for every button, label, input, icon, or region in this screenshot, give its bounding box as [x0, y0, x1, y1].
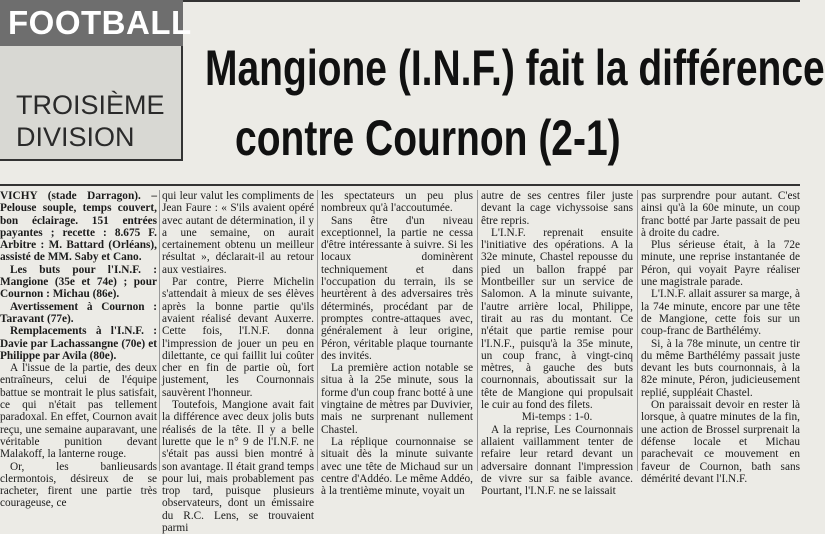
paragraph: Remplacements à l'I.N.F. : Davie par Lachassangne (70e) et Philippe par Avila (80e).	[0, 325, 157, 362]
paragraph: Toutefois, Mangione avait fait la différence avec deux jolis buts réalisés de la tête. Il y a belle lurette que le n° 9 de l'I.N.F. ne s'était pas aussi bien montré à son avantage. Il était grand temps pour lui, mais probablement pas trop tard, puisque plusieurs observateurs, dont un émissaire du R.C. Lens, se trouvaient parmi	[162, 399, 314, 534]
paragraph: L'I.N.F. allait assurer sa marge, à la 74e minute, encore par une tête de Mangione, cette fois sur un coup-franc de Barthélémy.	[641, 288, 800, 338]
article-column-3	[321, 190, 473, 498]
header-bottom-rule	[0, 184, 800, 186]
paragraph: VICHY (stade Darragon). – Pelouse souple, temps couvert, bon éclairage. 151 entrées payantes ; recette : 8.675 F. Arbitre : M. Battard (Orléans), assisté de MM. Saby et Cano.	[0, 190, 157, 264]
headline-line-2: contre Cournon (2-1)	[235, 110, 621, 166]
column-divider	[317, 190, 318, 471]
paragraph: Par contre, Pierre Michelin s'attendait à mieux de ses élèves après la bonne partie qu'ils avaient réalisé devant Auxerre. Cette fois, l'I.N.F. donna l'impression de jouer un peu en dilettante, ce qui faillit lui coûter cher en fin de partie où, fort justement, les Cournonnais sauvèrent l'honneur.	[162, 276, 314, 399]
paragraph: La première action notable se situa à la 25e minute, sous la forme d'un coup franc botté à une vingtaine de mètres par Duvivier, mais ne surprenant nullement Chastel.	[321, 362, 473, 436]
division-line-1: TROISIÈME	[16, 90, 165, 120]
paragraph: Avertissement à Cournon : Taravant (77e).	[0, 300, 157, 325]
column-divider	[477, 190, 478, 471]
paragraph: Sans être d'un niveau exceptionnel, la partie ne cessa d'être intéressante à suivre. Si les locaux dominèrent techniquement et dans l'occupation du terrain, ils se heurtèrent à des adversaires très déterminés, procédant par de promptes contre-attaques avec, généralement à leur origine, Péron, véritable plaque tournante des invités.	[321, 214, 473, 362]
paragraph: Les buts pour l'I.N.F. : Mangione (35e et 74e) ; pour Cournon : Michau (86e).	[0, 263, 157, 301]
paragraph: Plus sérieuse était, à la 72e minute, une reprise instantanée de Péron, qui voyait Payre réaliser une magistrale parade.	[641, 239, 800, 289]
division-line-2: DIVISION	[16, 122, 135, 152]
header-top-rule	[183, 0, 800, 2]
division-box	[0, 46, 183, 161]
paragraph: qui leur valut les compliments de Jean Faure : « S'ils avaient opéré avec autant de détermination, il y a une semaine, on aurait certainement obtenu un meilleur résultat », déclarait-il au retour aux vestiaires.	[162, 190, 314, 276]
paragraph: pas surprendre pour autant. C'est ainsi qu'à la 60e minute, un coup franc botté par Jarte passait de peu à droite du cadre.	[641, 190, 800, 239]
paragraph: Mi-temps : 1-0.	[521, 411, 593, 424]
paragraph: les spectateurs un peu plus nombreux qu'à l'accoutumée.	[321, 190, 473, 215]
article-column-5	[641, 190, 800, 485]
article-column-4	[481, 190, 633, 498]
headline-line-1: Mangione (I.N.F.) fait la différence	[205, 40, 825, 96]
paragraph: L'I.N.F. reprenait ensuite l'initiative des opérations. A la 32e minute, Chastel repousse du pied un ballon frappé par Montbeiller sur un service de Salomon. A la minute suivante, l'autre arrière local, Philippe, tirait au ras du montant. Ce n'était que partie remise pour l'I.N.F., puisqu'à la 35e minute, un coup franc, à vingt-cinq mètres, à gauche des buts cournonnais, aboutissait sur la tête de Mangione qui propulsait le cuir au fond des filets.	[481, 226, 633, 412]
paragraph: autre de ses centres filer juste devant la cage vichyssoise sans être repris.	[481, 190, 633, 227]
column-divider	[637, 190, 638, 471]
article-column-1	[0, 190, 157, 510]
paragraph: Or, les banlieusards clermontois, désireux de se racheter, firent une partie très courageuse, ce	[0, 460, 157, 510]
article-column-2	[162, 190, 314, 534]
paragraph: A l'issue de la partie, des deux entraîneurs, celui de l'équipe battue se montrait le plus satisfait, ce qui n'était pas tellement paradoxal. En effet, Cournon avait reçu, une semaine auparavant, une véritable punition devant Malakoff, la lanterne rouge.	[0, 362, 157, 461]
paragraph: Si, à la 78e minute, un centre tir du même Barthélémy passait juste devant les buts cournonnais, à la 82e minute, Péron, judicieusement replié, suppléait Chastel.	[641, 337, 800, 399]
column-divider	[159, 190, 160, 471]
paragraph: On paraissait devoir en rester là lorsque, à quatre minutes de la fin, une action de Brossel surprenait la défense locale et Michau parachevait ce mouvement en faveur de Cournon, bath sans démérité devant l'I.N.F.	[641, 399, 800, 485]
section-tag: FOOTBALL	[0, 0, 183, 46]
paragraph: A la reprise, Les Cournonnais allaient vaillamment tenter de refaire leur retard devant un adversaire donnant l'impression de vivre sur sa faible avance. Pourtant, l'I.N.F. ne se laissait	[481, 423, 633, 498]
paragraph: La réplique cournonnaise se situait dès la minute suivante avec une tête de Michaud sur un centre d'Addéo. Le même Addéo, à la trentième minute, voyait un	[321, 435, 473, 498]
